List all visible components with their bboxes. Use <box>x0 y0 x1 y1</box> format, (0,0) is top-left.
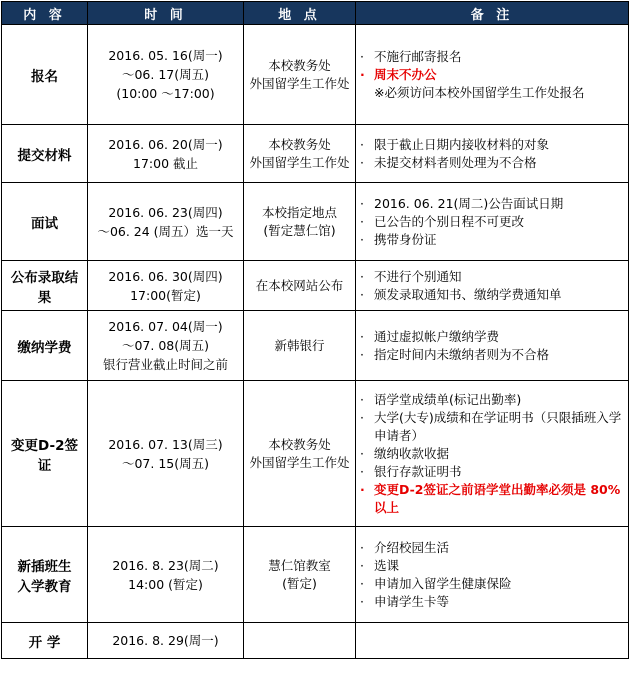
time-line: 14:00 (暂定) <box>128 576 203 592</box>
note-item <box>360 195 624 213</box>
bullet-icon: · <box>360 593 364 609</box>
row-place-cell <box>244 311 356 381</box>
note-item <box>360 346 624 364</box>
row-item-label: 变更D-2签证 <box>11 437 78 474</box>
place-line: 外国留学生工作处 <box>249 454 350 470</box>
place-line: 本校指定地点 <box>261 204 337 220</box>
header-notes: 备 注 <box>356 2 629 25</box>
note-text: 已公告的个别日程不可更改 <box>374 213 525 229</box>
bullet-icon: · <box>360 328 364 344</box>
note-item <box>360 66 624 84</box>
table-row <box>2 527 629 623</box>
time-line: 2016. 8. 23(周二) <box>112 557 219 573</box>
note-text: 不施行邮寄报名 <box>374 48 462 64</box>
bullet-icon: · <box>360 213 364 229</box>
bullet-icon: · <box>360 575 364 591</box>
place-line: 本校教务处 <box>268 436 331 452</box>
table-row <box>2 25 629 125</box>
row-time-cell <box>88 381 244 527</box>
place-line: (暂定) <box>282 575 317 591</box>
note-item <box>360 391 624 409</box>
bullet-icon: · <box>360 136 364 152</box>
row-notes-cell <box>356 183 629 261</box>
note-text: 2016. 06. 21(周二)公告面试日期 <box>374 195 564 211</box>
note-item <box>360 575 624 593</box>
note-item <box>360 213 624 231</box>
bullet-icon: · <box>360 231 364 247</box>
bullet-icon: · <box>360 481 365 497</box>
note-text: 缴纳收款收据 <box>374 445 450 461</box>
note-item <box>360 481 624 517</box>
row-item-label: 新插班生入学教育 <box>17 558 72 595</box>
time-line: 2016. 07. 13(周三) <box>108 436 223 452</box>
note-item <box>360 463 624 481</box>
note-item <box>360 445 624 463</box>
table-row <box>2 125 629 183</box>
row-place-cell <box>244 183 356 261</box>
row-item-label: 缴纳学费 <box>17 339 72 356</box>
bullet-icon: · <box>360 346 364 362</box>
note-item <box>360 231 624 249</box>
note-text: 周末不办公 <box>374 66 437 82</box>
time-line: ～06. 17(周五) <box>121 67 209 82</box>
row-item-label: 公布录取结果 <box>10 269 79 306</box>
note-text: 指定时间内未缴纳者则为不合格 <box>374 346 550 362</box>
place-line: 在本校网站公布 <box>255 277 344 293</box>
note-text: 颁发录取通知书、缴纳学费通知单 <box>374 286 562 302</box>
place-line: 本校教务处 <box>268 57 331 73</box>
row-item-label: 提交材料 <box>17 147 72 164</box>
time-line: 2016. 06. 23(周四) <box>108 204 223 220</box>
note-text: 变更D-2签证之前语学堂出勤率必须是 80%以上 <box>374 481 621 515</box>
note-item <box>360 268 624 286</box>
row-notes-cell <box>356 125 629 183</box>
row-place-cell <box>244 125 356 183</box>
time-line: 2016. 06. 20(周一) <box>108 136 223 152</box>
row-item-cell <box>2 623 88 659</box>
row-place-cell <box>244 25 356 125</box>
row-item-cell <box>2 183 88 261</box>
note-item <box>360 328 624 346</box>
time-line: ～06. 24 (周五）选一天 <box>97 223 234 239</box>
header-place: 地 点 <box>244 2 356 25</box>
time-line: 17:00 截止 <box>133 155 198 171</box>
place-line: 外国留学生工作处 <box>249 154 350 170</box>
note-text: 携带身份证 <box>374 231 437 247</box>
row-notes-cell <box>356 311 629 381</box>
time-line: ～07. 08(周五) <box>121 338 209 353</box>
row-item-label: 面试 <box>31 215 58 232</box>
row-item-cell <box>2 261 88 311</box>
row-time-cell <box>88 261 244 311</box>
place-line: (暂定慧仁馆) <box>263 222 336 238</box>
row-time-cell <box>88 623 244 659</box>
note-text: 语学堂成绩单(标记出勤率) <box>374 391 522 407</box>
time-line: ～07. 15(周五) <box>121 455 209 471</box>
row-time-cell <box>88 311 244 381</box>
note-text: 申请加入留学生健康保险 <box>374 575 512 591</box>
note-item <box>360 286 624 304</box>
note-text: 选课 <box>374 557 400 573</box>
row-item-label: 报名 <box>31 68 58 85</box>
table-row <box>2 261 629 311</box>
row-place-cell <box>244 623 356 659</box>
row-notes-cell <box>356 527 629 623</box>
bullet-icon: · <box>360 154 364 170</box>
bullet-icon: · <box>360 66 365 82</box>
place-line: 新韩银行 <box>274 337 325 353</box>
table-row <box>2 623 629 659</box>
header-row <box>2 2 629 25</box>
row-time-cell <box>88 125 244 183</box>
row-place-cell <box>244 261 356 311</box>
bullet-icon: · <box>360 557 364 573</box>
row-place-cell <box>244 527 356 623</box>
row-item-cell <box>2 527 88 623</box>
note-text: 银行存款证明书 <box>374 463 462 479</box>
bullet-icon: · <box>360 463 364 479</box>
place-line: 外国留学生工作处 <box>249 75 350 91</box>
row-notes-cell <box>356 261 629 311</box>
time-line: 2016. 06. 30(周四) <box>108 268 223 284</box>
row-time-cell <box>88 527 244 623</box>
note-item <box>360 154 624 172</box>
header-item: 内 容 <box>2 2 88 25</box>
note-text: 限于截止日期内接收材料的对象 <box>374 136 550 152</box>
row-item-cell <box>2 125 88 183</box>
bullet-icon: · <box>360 539 364 555</box>
header-time: 时 间 <box>88 2 244 25</box>
note-text: 通过虚拟帐户缴纳学费 <box>374 328 500 344</box>
row-item-cell <box>2 381 88 527</box>
bullet-icon: · <box>360 409 364 425</box>
bullet-icon: · <box>360 445 364 461</box>
note-item <box>360 557 624 575</box>
time-line: 2016. 8. 29(周一) <box>112 633 219 648</box>
table-row <box>2 381 629 527</box>
note-text: ※必须访问本校外国留学生工作处报名 <box>374 84 585 100</box>
row-item-cell <box>2 25 88 125</box>
row-time-cell <box>88 25 244 125</box>
note-item <box>360 593 624 611</box>
place-line: 慧仁馆教室 <box>268 557 331 573</box>
table-row <box>2 311 629 381</box>
row-notes-cell <box>356 25 629 125</box>
bullet-icon: · <box>360 195 364 211</box>
row-item-cell <box>2 311 88 381</box>
note-item <box>360 136 624 154</box>
table-row <box>2 183 629 261</box>
row-item-label: 开 学 <box>28 634 61 651</box>
time-line: 17:00(暂定) <box>130 287 201 303</box>
row-notes-cell <box>356 623 629 659</box>
note-item <box>360 84 624 102</box>
note-item <box>360 539 624 557</box>
note-text: 未提交材料者则处理为不合格 <box>374 154 537 170</box>
note-text: 不进行个别通知 <box>374 268 462 284</box>
time-line: (10:00 ～17:00) <box>116 86 215 101</box>
time-line: 2016. 07. 04(周一) <box>108 319 223 334</box>
row-place-cell <box>244 381 356 527</box>
bullet-icon: · <box>360 268 364 284</box>
note-text: 介绍校园生活 <box>374 539 450 555</box>
note-item <box>360 48 624 66</box>
bullet-icon: · <box>360 286 364 302</box>
bullet-icon: · <box>360 48 364 64</box>
row-time-cell <box>88 183 244 261</box>
schedule-table <box>1 1 629 659</box>
time-line: 2016. 05. 16(周一) <box>108 48 223 63</box>
time-line: 银行营业截止时间之前 <box>102 357 228 372</box>
note-item <box>360 409 624 445</box>
bullet-icon: · <box>360 391 364 407</box>
row-notes-cell <box>356 381 629 527</box>
place-line: 本校教务处 <box>268 136 331 152</box>
note-text: 申请学生卡等 <box>374 593 450 609</box>
note-text: 大学(大专)成绩和在学证明书（只限插班入学申请者） <box>374 409 622 443</box>
